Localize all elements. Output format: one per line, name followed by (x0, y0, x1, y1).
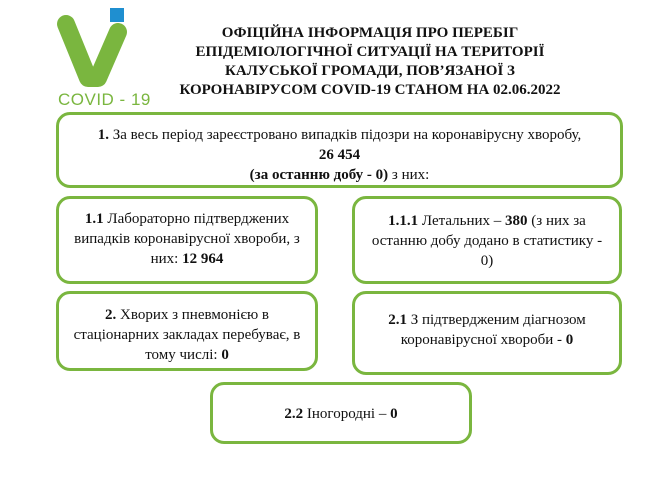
pneumonia-box (56, 291, 318, 371)
nonresident-value: 0 (390, 406, 398, 422)
total-suspected-label: За весь період зареєстровано випадків підозри на коронавірусну хворобу, (108, 127, 582, 143)
page-title (150, 24, 590, 100)
lab-confirmed-label: Лабораторно підтверджених випадків коронавірусної хвороби, з них: (74, 211, 300, 267)
title-line-2: ЕПІДЕМІОЛОГІЧНОЇ СИТУАЦІЇ НА ТЕРИТОРІЇ (195, 44, 545, 60)
total-suspected-value: 26 454 (318, 147, 361, 163)
item-number: 2.2 (284, 406, 304, 422)
item-number: 2. (105, 307, 117, 323)
item-number: 1.1.1 (388, 213, 419, 229)
lab-confirmed-box (56, 196, 318, 284)
item-number: 1. (97, 127, 109, 143)
nonresident-label: Іногородні – (303, 406, 391, 422)
pneumonia-value: 0 (221, 347, 229, 363)
deaths-note: (з них за останню добу додано в статистику - 0) (371, 213, 603, 269)
confirmed-diagnosis-box (352, 291, 622, 375)
confirmed-diagnosis-value: 0 (565, 332, 574, 348)
title-line-3: КАЛУСЬКОЇ ГРОМАДИ, ПОВ’ЯЗАНОЇ З (225, 63, 515, 79)
item-number: 1.1 (84, 211, 104, 227)
deaths-value: 380 (505, 213, 528, 229)
lab-confirmed-value: 12 964 (182, 251, 224, 267)
pneumonia-label: Хворих з пневмонією в стаціонарних закладах перебуває, в тому числі: (73, 307, 301, 363)
suffix-text: з них: (388, 167, 430, 183)
last-day-value: (за останню добу - 0) (249, 167, 389, 183)
total-suspected-text (59, 125, 620, 145)
confirmed-diagnosis-label: З підтвердженим діагнозом коронавірусної хвороби - (400, 312, 586, 348)
logo-text: COVID - 19 (58, 90, 151, 109)
title-line-4: КОРОНАВІРУСОМ COVID-19 СТАНОМ НА 02.06.2022 (179, 82, 561, 98)
deaths-label: Летальних – (418, 213, 506, 229)
nonresident-box (210, 382, 472, 444)
item-number: 2.1 (388, 312, 407, 328)
title-line-1: ОФІЦІЙНА ІНФОРМАЦІЯ ПРО ПЕРЕБІГ (221, 25, 519, 41)
deaths-box (352, 196, 622, 284)
total-suspected-box (56, 112, 623, 188)
